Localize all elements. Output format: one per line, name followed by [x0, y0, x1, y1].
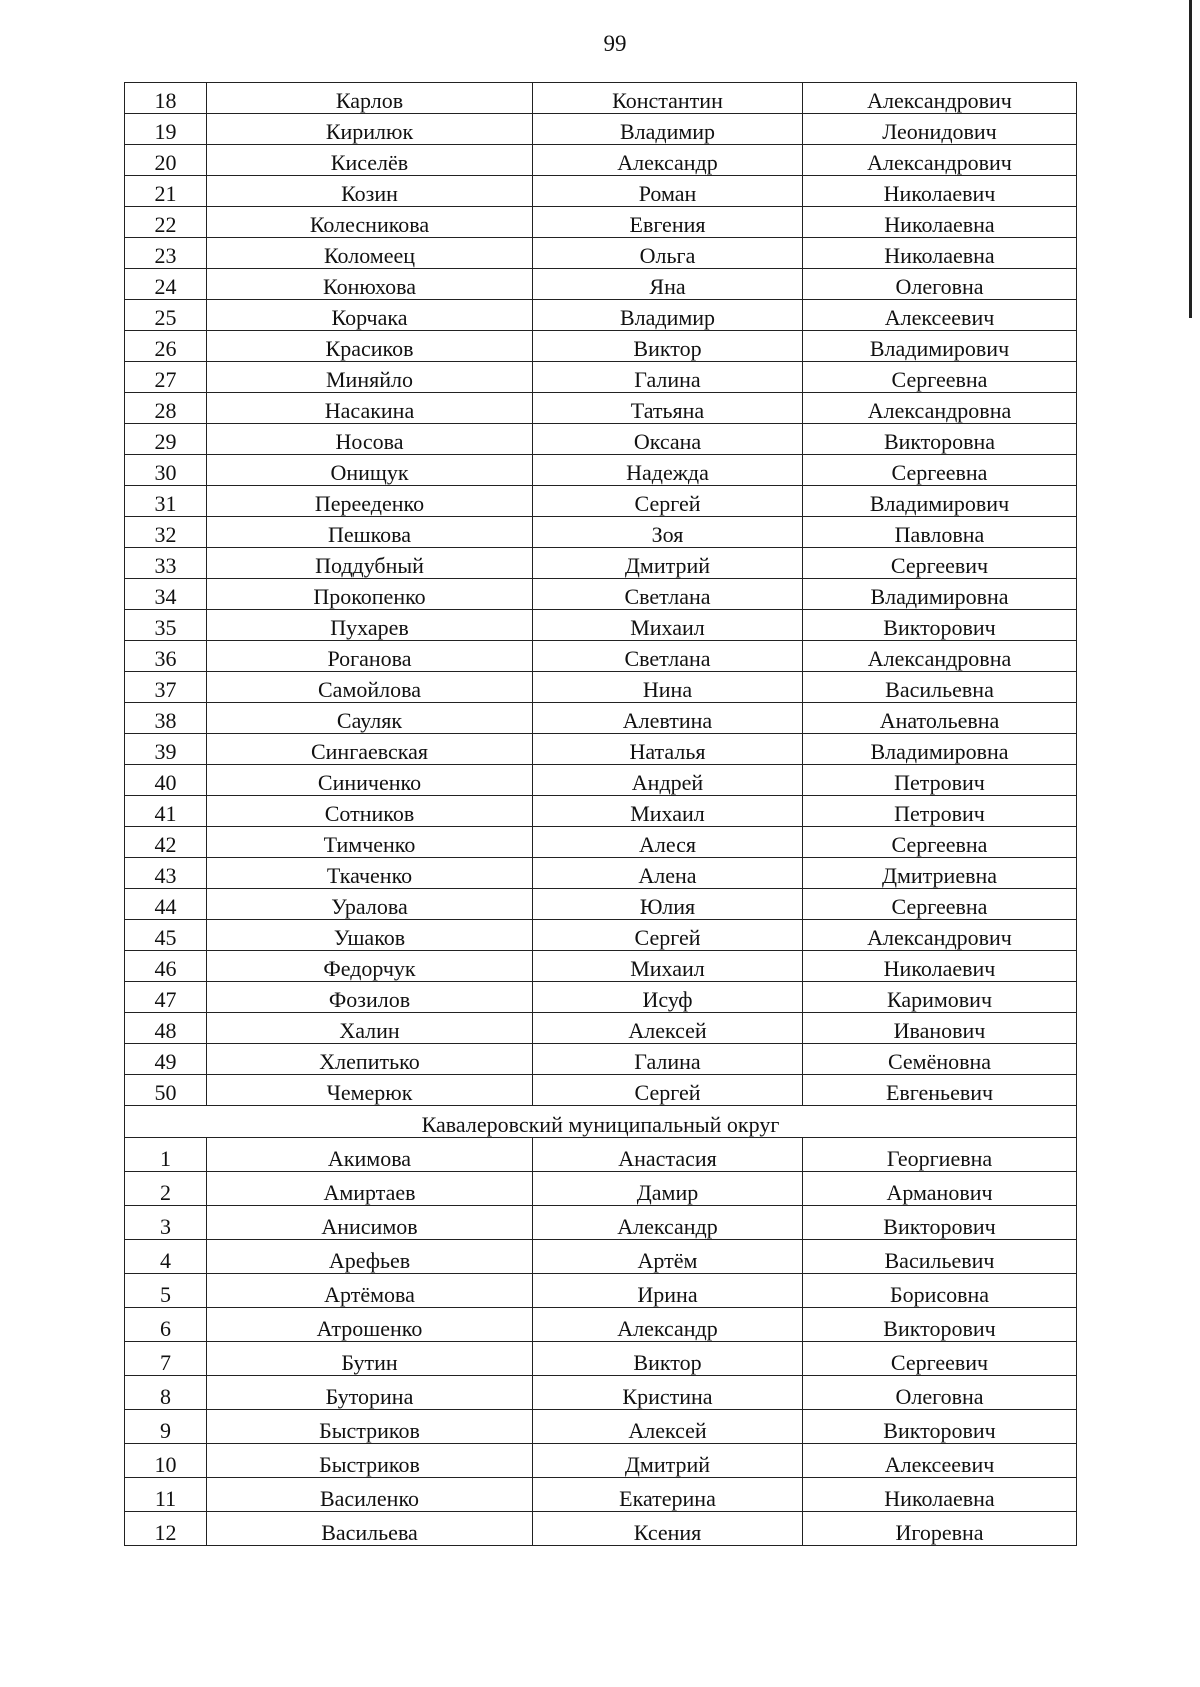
table-row — [125, 517, 1077, 548]
first-name: Татьяна — [533, 393, 803, 424]
row-number: 48 — [125, 1013, 207, 1044]
table-row — [125, 1206, 1077, 1240]
table-row — [125, 1240, 1077, 1274]
table-row — [125, 765, 1077, 796]
last-name: Сотников — [207, 796, 533, 827]
first-name: Алеся — [533, 827, 803, 858]
first-name: Дмитрий — [533, 1444, 803, 1478]
last-name: Быстриков — [207, 1410, 533, 1444]
last-name: Карлов — [207, 83, 533, 114]
first-name: Кристина — [533, 1376, 803, 1410]
patronymic: Леонидович — [803, 114, 1077, 145]
table-row — [125, 176, 1077, 207]
patronymic: Владимировна — [803, 579, 1077, 610]
last-name: Уралова — [207, 889, 533, 920]
patronymic: Дмитриевна — [803, 858, 1077, 889]
row-number: 50 — [125, 1075, 207, 1106]
row-number: 35 — [125, 610, 207, 641]
first-name: Владимир — [533, 300, 803, 331]
last-name: Бутин — [207, 1342, 533, 1376]
table-row — [125, 486, 1077, 517]
last-name: Ткаченко — [207, 858, 533, 889]
row-number: 10 — [125, 1444, 207, 1478]
last-name: Сингаевская — [207, 734, 533, 765]
names-table — [124, 82, 1077, 1546]
row-number: 6 — [125, 1308, 207, 1342]
patronymic: Сергеевна — [803, 889, 1077, 920]
first-name: Владимир — [533, 114, 803, 145]
patronymic: Николаевна — [803, 207, 1077, 238]
table-row — [125, 1410, 1077, 1444]
patronymic: Николаевна — [803, 238, 1077, 269]
last-name: Кирилюк — [207, 114, 533, 145]
patronymic: Викторович — [803, 1206, 1077, 1240]
patronymic: Викторович — [803, 610, 1077, 641]
patronymic: Сергеевна — [803, 827, 1077, 858]
last-name: Фозилов — [207, 982, 533, 1013]
first-name: Алена — [533, 858, 803, 889]
patronymic: Игоревна — [803, 1512, 1077, 1546]
table-row — [125, 889, 1077, 920]
row-number: 8 — [125, 1376, 207, 1410]
patronymic: Петрович — [803, 796, 1077, 827]
row-number: 45 — [125, 920, 207, 951]
first-name: Александр — [533, 1206, 803, 1240]
first-name: Андрей — [533, 765, 803, 796]
table-row — [125, 1308, 1077, 1342]
row-number: 27 — [125, 362, 207, 393]
last-name: Миняйло — [207, 362, 533, 393]
table-row — [125, 1444, 1077, 1478]
row-number: 7 — [125, 1342, 207, 1376]
row-number: 21 — [125, 176, 207, 207]
patronymic: Александрович — [803, 920, 1077, 951]
last-name: Красиков — [207, 331, 533, 362]
patronymic: Евгеньевич — [803, 1075, 1077, 1106]
row-number: 4 — [125, 1240, 207, 1274]
first-name: Дамир — [533, 1172, 803, 1206]
patronymic: Павловна — [803, 517, 1077, 548]
first-name: Ирина — [533, 1274, 803, 1308]
row-number: 24 — [125, 269, 207, 300]
row-number: 18 — [125, 83, 207, 114]
table-row — [125, 1478, 1077, 1512]
row-number: 25 — [125, 300, 207, 331]
patronymic: Сергеевна — [803, 455, 1077, 486]
row-number: 46 — [125, 951, 207, 982]
last-name: Конюхова — [207, 269, 533, 300]
last-name: Поддубный — [207, 548, 533, 579]
table-row — [125, 796, 1077, 827]
table-row — [125, 238, 1077, 269]
last-name: Василенко — [207, 1478, 533, 1512]
first-name: Екатерина — [533, 1478, 803, 1512]
row-number: 1 — [125, 1138, 207, 1172]
last-name: Анисимов — [207, 1206, 533, 1240]
first-name: Нина — [533, 672, 803, 703]
last-name: Прокопенко — [207, 579, 533, 610]
section-title: Кавалеровский муниципальный округ — [125, 1106, 1077, 1138]
row-number: 2 — [125, 1172, 207, 1206]
last-name: Сауляк — [207, 703, 533, 734]
table-row — [125, 920, 1077, 951]
table-row — [125, 858, 1077, 889]
last-name: Хлепитько — [207, 1044, 533, 1075]
patronymic: Викторовна — [803, 424, 1077, 455]
patronymic: Арманович — [803, 1172, 1077, 1206]
table-row — [125, 1013, 1077, 1044]
table-row — [125, 1172, 1077, 1206]
row-number: 32 — [125, 517, 207, 548]
patronymic: Олеговна — [803, 269, 1077, 300]
first-name: Евгения — [533, 207, 803, 238]
table-row — [125, 734, 1077, 765]
row-number: 37 — [125, 672, 207, 703]
table-row — [125, 331, 1077, 362]
table-row — [125, 641, 1077, 672]
first-name: Ксения — [533, 1512, 803, 1546]
first-name: Роман — [533, 176, 803, 207]
row-number: 11 — [125, 1478, 207, 1512]
patronymic: Николаевич — [803, 176, 1077, 207]
first-name: Александр — [533, 145, 803, 176]
row-number: 38 — [125, 703, 207, 734]
first-name: Сергей — [533, 920, 803, 951]
patronymic: Борисовна — [803, 1274, 1077, 1308]
table-row — [125, 269, 1077, 300]
row-number: 31 — [125, 486, 207, 517]
row-number: 34 — [125, 579, 207, 610]
table-row — [125, 114, 1077, 145]
first-name: Михаил — [533, 796, 803, 827]
table-row — [125, 982, 1077, 1013]
patronymic: Сергеевна — [803, 362, 1077, 393]
patronymic: Васильевич — [803, 1240, 1077, 1274]
patronymic: Александровна — [803, 641, 1077, 672]
first-name: Надежда — [533, 455, 803, 486]
first-name: Сергей — [533, 1075, 803, 1106]
first-name: Александр — [533, 1308, 803, 1342]
patronymic: Каримович — [803, 982, 1077, 1013]
patronymic: Сергеевич — [803, 548, 1077, 579]
row-number: 49 — [125, 1044, 207, 1075]
last-name: Федорчук — [207, 951, 533, 982]
table-row — [125, 1075, 1077, 1106]
table-row — [125, 610, 1077, 641]
row-number: 28 — [125, 393, 207, 424]
patronymic: Иванович — [803, 1013, 1077, 1044]
table-row — [125, 145, 1077, 176]
table-row — [125, 1376, 1077, 1410]
last-name: Халин — [207, 1013, 533, 1044]
last-name: Козин — [207, 176, 533, 207]
table-row — [125, 1342, 1077, 1376]
page-number: 99 — [603, 31, 627, 56]
first-name: Анастасия — [533, 1138, 803, 1172]
row-number: 30 — [125, 455, 207, 486]
margin-rule — [1189, 0, 1192, 318]
row-number: 47 — [125, 982, 207, 1013]
first-name: Зоя — [533, 517, 803, 548]
patronymic: Николаевна — [803, 1478, 1077, 1512]
first-name: Светлана — [533, 641, 803, 672]
first-name: Ольга — [533, 238, 803, 269]
row-number: 29 — [125, 424, 207, 455]
last-name: Атрошенко — [207, 1308, 533, 1342]
first-name: Виктор — [533, 1342, 803, 1376]
last-name: Роганова — [207, 641, 533, 672]
last-name: Пешкова — [207, 517, 533, 548]
table-row — [125, 83, 1077, 114]
last-name: Коломеец — [207, 238, 533, 269]
last-name: Васильева — [207, 1512, 533, 1546]
table-row — [125, 1274, 1077, 1308]
first-name: Алексей — [533, 1410, 803, 1444]
patronymic: Петрович — [803, 765, 1077, 796]
patronymic: Владимирович — [803, 486, 1077, 517]
row-number: 41 — [125, 796, 207, 827]
table-row — [125, 207, 1077, 238]
first-name: Артём — [533, 1240, 803, 1274]
table-row — [125, 1512, 1077, 1546]
patronymic: Анатольевна — [803, 703, 1077, 734]
last-name: Корчака — [207, 300, 533, 331]
table-row — [125, 362, 1077, 393]
patronymic: Георгиевна — [803, 1138, 1077, 1172]
patronymic: Викторович — [803, 1308, 1077, 1342]
patronymic: Сергеевич — [803, 1342, 1077, 1376]
patronymic: Александровна — [803, 393, 1077, 424]
row-number: 5 — [125, 1274, 207, 1308]
table-row — [125, 455, 1077, 486]
first-name: Яна — [533, 269, 803, 300]
last-name: Тимченко — [207, 827, 533, 858]
last-name: Носова — [207, 424, 533, 455]
table-row — [125, 1044, 1077, 1075]
last-name: Акимова — [207, 1138, 533, 1172]
last-name: Киселёв — [207, 145, 533, 176]
row-number: 26 — [125, 331, 207, 362]
row-number: 9 — [125, 1410, 207, 1444]
first-name: Константин — [533, 83, 803, 114]
patronymic: Викторович — [803, 1410, 1077, 1444]
last-name: Артёмова — [207, 1274, 533, 1308]
row-number: 42 — [125, 827, 207, 858]
first-name: Виктор — [533, 331, 803, 362]
last-name: Чемерюк — [207, 1075, 533, 1106]
last-name: Амиртаев — [207, 1172, 533, 1206]
first-name: Оксана — [533, 424, 803, 455]
patronymic: Владимировна — [803, 734, 1077, 765]
patronymic: Олеговна — [803, 1376, 1077, 1410]
first-name: Михаил — [533, 610, 803, 641]
first-name: Светлана — [533, 579, 803, 610]
patronymic: Семёновна — [803, 1044, 1077, 1075]
first-name: Исуф — [533, 982, 803, 1013]
patronymic: Васильевна — [803, 672, 1077, 703]
row-number: 23 — [125, 238, 207, 269]
table-row — [125, 548, 1077, 579]
last-name: Арефьев — [207, 1240, 533, 1274]
last-name: Пухарев — [207, 610, 533, 641]
row-number: 3 — [125, 1206, 207, 1240]
row-number: 44 — [125, 889, 207, 920]
patronymic: Алексеевич — [803, 300, 1077, 331]
patronymic: Николаевич — [803, 951, 1077, 982]
row-number: 33 — [125, 548, 207, 579]
first-name: Алевтина — [533, 703, 803, 734]
row-number: 19 — [125, 114, 207, 145]
first-name: Наталья — [533, 734, 803, 765]
table-row — [125, 393, 1077, 424]
patronymic: Алексеевич — [803, 1444, 1077, 1478]
last-name: Колесникова — [207, 207, 533, 238]
last-name: Насакина — [207, 393, 533, 424]
row-number: 20 — [125, 145, 207, 176]
row-number: 22 — [125, 207, 207, 238]
row-number: 40 — [125, 765, 207, 796]
patronymic: Александрович — [803, 145, 1077, 176]
row-number: 39 — [125, 734, 207, 765]
table-row — [125, 579, 1077, 610]
first-name: Галина — [533, 362, 803, 393]
row-number: 36 — [125, 641, 207, 672]
patronymic: Александрович — [803, 83, 1077, 114]
table-row — [125, 300, 1077, 331]
first-name: Алексей — [533, 1013, 803, 1044]
table-row — [125, 1138, 1077, 1172]
last-name: Онищук — [207, 455, 533, 486]
first-name: Юлия — [533, 889, 803, 920]
last-name: Буторина — [207, 1376, 533, 1410]
row-number: 12 — [125, 1512, 207, 1546]
first-name: Сергей — [533, 486, 803, 517]
table-row — [125, 703, 1077, 734]
last-name: Быстриков — [207, 1444, 533, 1478]
section-header-row — [125, 1106, 1077, 1138]
last-name: Синиченко — [207, 765, 533, 796]
table-row — [125, 672, 1077, 703]
first-name: Михаил — [533, 951, 803, 982]
patronymic: Владимирович — [803, 331, 1077, 362]
last-name: Ушаков — [207, 920, 533, 951]
first-name: Дмитрий — [533, 548, 803, 579]
row-number: 43 — [125, 858, 207, 889]
table-row — [125, 424, 1077, 455]
last-name: Перееденко — [207, 486, 533, 517]
last-name: Самойлова — [207, 672, 533, 703]
table-row — [125, 951, 1077, 982]
table-row — [125, 827, 1077, 858]
first-name: Галина — [533, 1044, 803, 1075]
